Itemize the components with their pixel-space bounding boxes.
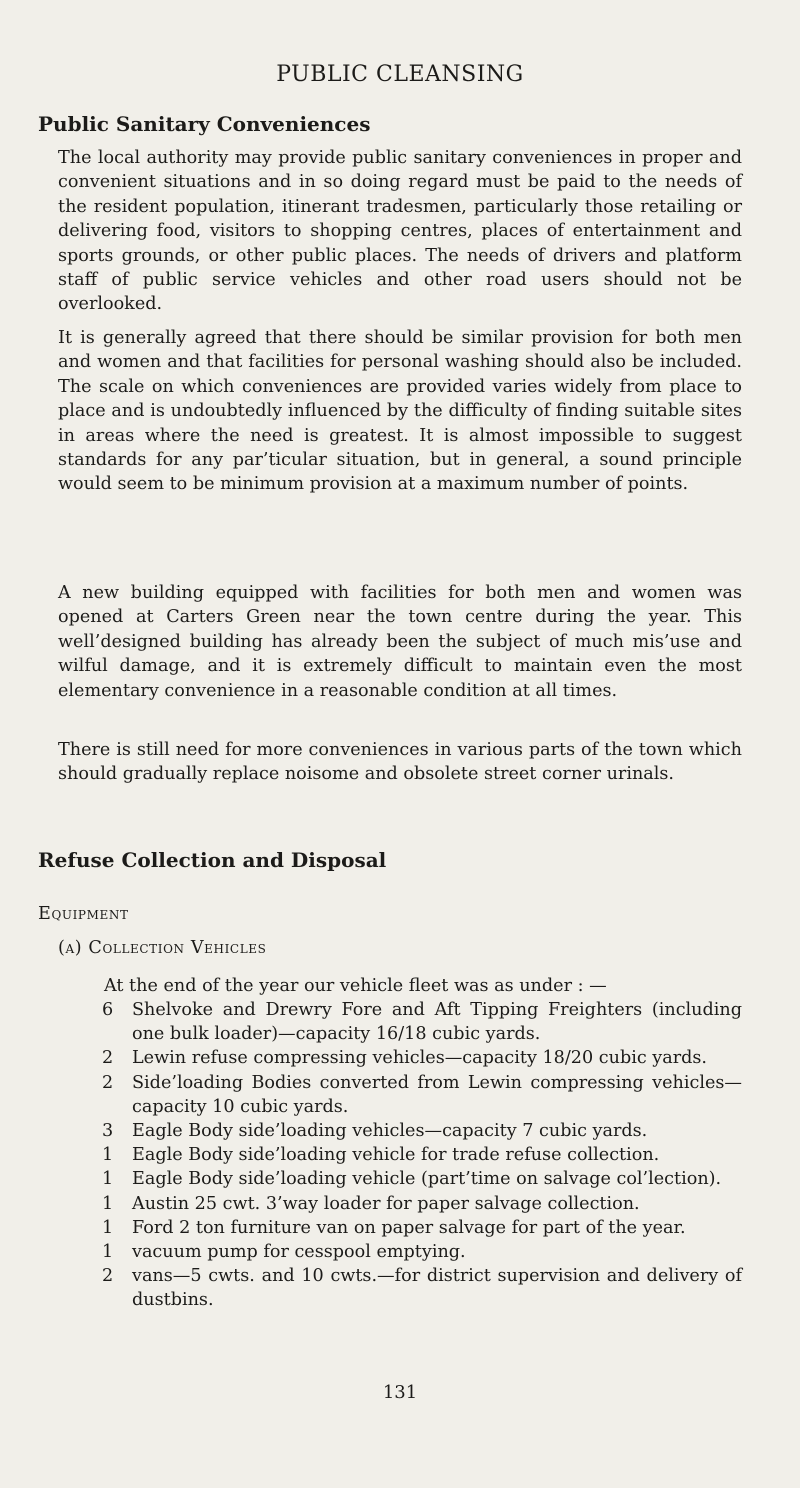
vehicle-quantity: 3: [102, 1121, 114, 1142]
vehicle-description: vans—5 cwts. and 10 cwts.—for district supervision and delivery of dustbins.: [132, 1266, 742, 1311]
list-item: [102, 1046, 742, 1070]
subsection-collection-vehicles: (a) Collection Vehicles: [58, 938, 267, 958]
vehicle-description: vacuum pump for cesspool emptying.: [132, 1242, 466, 1263]
vehicle-quantity: 2: [102, 1072, 114, 1093]
section-heading-sanitary: Public Sanitary Conveniences: [38, 112, 371, 136]
list-item: [102, 1143, 742, 1167]
paragraph-sanitary-4: There is still need for more conveniences in various parts of the town which should gradually replace noisome and obsolete street corner urinals.: [58, 740, 742, 785]
list-item: [102, 1216, 742, 1240]
vehicle-description: Eagle Body side’loading vehicles—capacity 7 cubic yards.: [132, 1121, 648, 1142]
list-item: [102, 1240, 742, 1264]
vehicle-quantity: 1: [102, 1242, 114, 1263]
page-title: PUBLIC CLEANSING: [276, 62, 524, 87]
vehicle-quantity: 6: [102, 1000, 114, 1020]
vehicle-fleet-intro: At the end of the year our vehicle fleet was as under : —: [104, 976, 607, 996]
vehicle-description: Eagle Body side’loading vehicle (part’time on salvage col’lection).: [132, 1169, 722, 1190]
vehicle-description: Ford 2 ton furniture van on paper salvage for part of the year.: [132, 1217, 686, 1238]
page-number: 131: [382, 1382, 418, 1403]
subheading-equipment: Equipment: [38, 904, 129, 924]
vehicle-quantity: 1: [102, 1193, 114, 1214]
section-heading-refuse: Refuse Collection and Disposal: [38, 848, 387, 872]
list-item: [102, 1167, 742, 1191]
list-item: [102, 1071, 742, 1119]
paragraph-sanitary-3: A new building equipped with facilities for both men and women was opened at Carters Green near the town centre during the year. This well’designed building has already been the subject of much mis’use and wilful damage, and it is extremely difficult to maintain even the most elementary convenience in a reasonable condition at all times.: [58, 583, 742, 701]
vehicle-quantity: 2: [102, 1266, 114, 1287]
paragraph-sanitary-1: The local authority may provide public sanitary conveniences in proper and convenient situations and in so doing regard must be paid to the needs of the resident population, itinerant tradesmen, particularly those retailing or delivering food, visitors to shopping centres, places of entertainment and sports grounds, or other public places. The needs of drivers and platform staff of public service vehicles and other road users should not be overlooked.: [58, 148, 742, 315]
list-item: [102, 998, 742, 1046]
vehicle-quantity: 2: [102, 1048, 114, 1069]
vehicle-description: Lewin refuse compressing vehicles—capacity 18/20 cubic yards.: [132, 1048, 708, 1069]
vehicle-quantity: 1: [102, 1169, 114, 1190]
list-item: [102, 1264, 742, 1312]
list-item: [102, 1192, 742, 1216]
paragraph-sanitary-2: It is generally agreed that there should be similar provision for both men and women and that facilities for personal washing should also be included. The scale on which conveniences are provided varies widely from place to place and is undoubtedly influenced by the difficulty of finding suitable sites in areas where the need is greatest. It is almost impossible to suggest standards for any par’ticular situation, but in general, a sound principle would seem to be minimum provision at a maximum number of points.: [58, 328, 742, 495]
vehicle-list: [102, 998, 742, 1313]
vehicle-description: Austin 25 cwt. 3’way loader for paper salvage collection.: [132, 1193, 640, 1214]
vehicle-quantity: 1: [102, 1145, 114, 1166]
vehicle-description: Shelvoke and Drewry Fore and Aft Tipping Freighters (including one bulk loader)—capacity 16/18 cubic yards.: [132, 1000, 742, 1045]
vehicle-description: Eagle Body side’loading vehicle for trade refuse collection.: [132, 1145, 660, 1166]
vehicle-description: Side’loading Bodies converted from Lewin compressing vehicles—capacity 10 cubic yards.: [132, 1072, 742, 1117]
list-item: [102, 1119, 742, 1143]
vehicle-quantity: 1: [102, 1217, 114, 1238]
